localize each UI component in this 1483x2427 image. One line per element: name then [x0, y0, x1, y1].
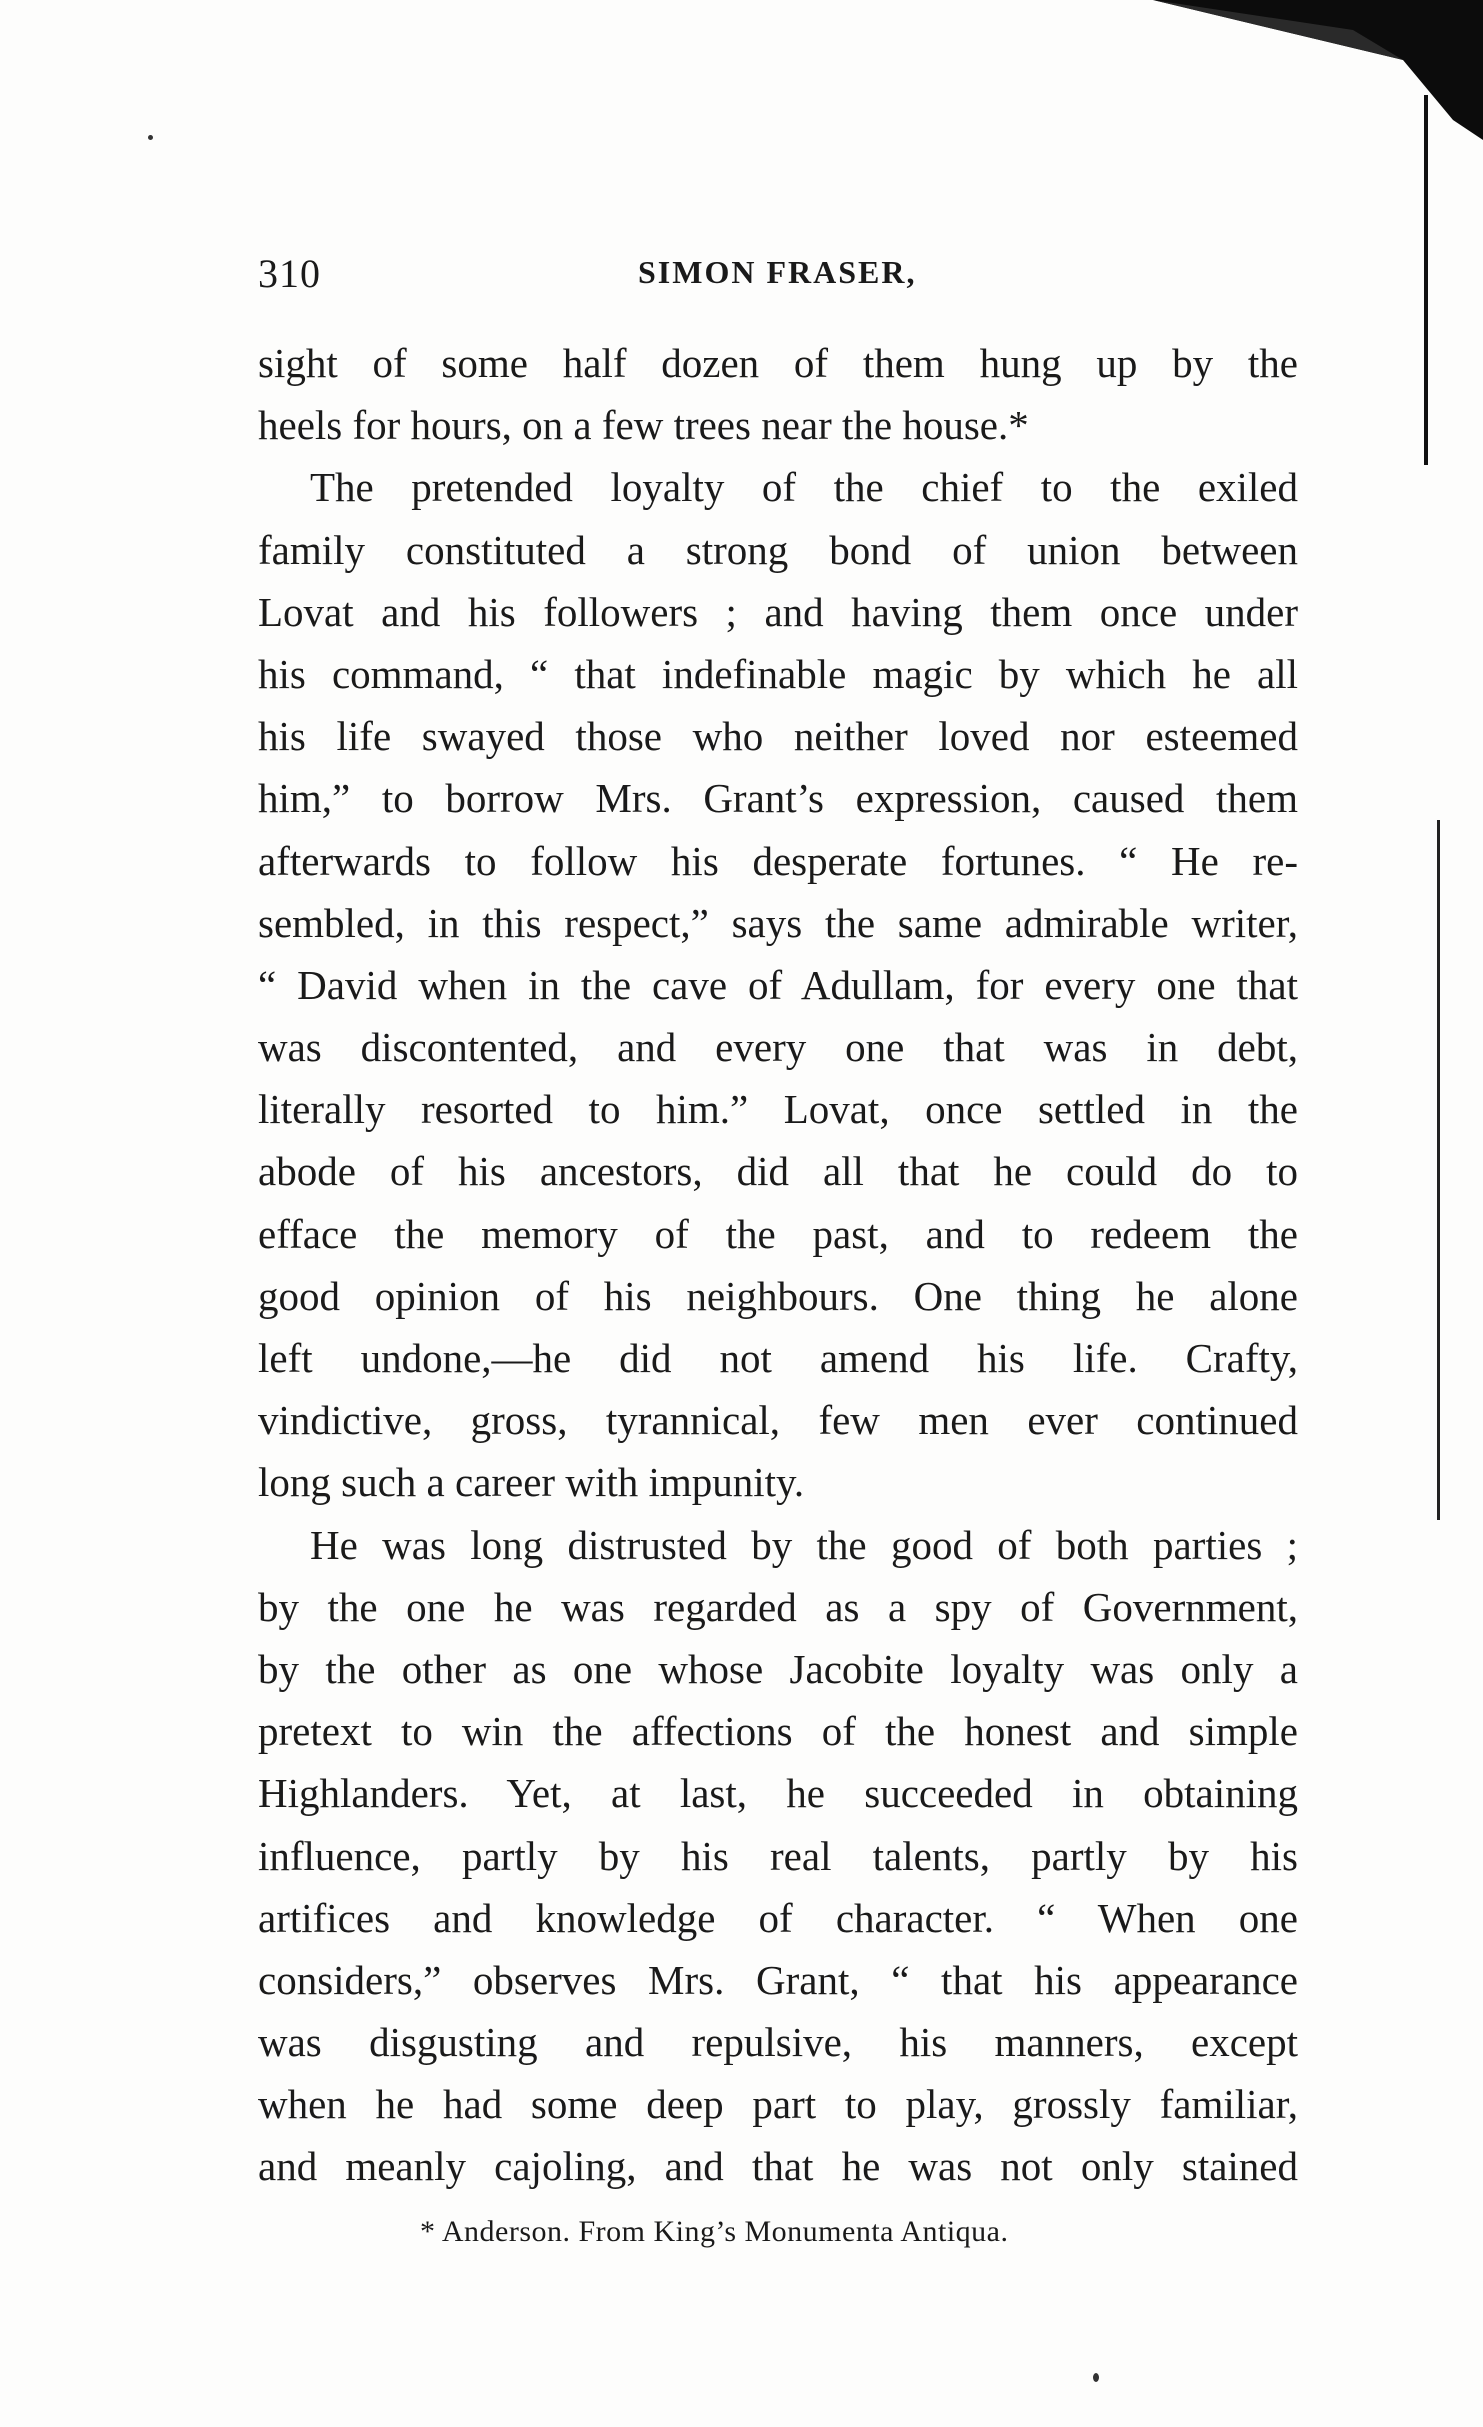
text-line: good opinion of his neighbours. One thing he alone	[258, 1272, 1298, 1319]
scan-edge-rule	[1424, 95, 1428, 465]
text-line: sembled, in this respect,” says the same admirable writer,	[258, 899, 1298, 946]
text-line: abode of his ancestors, did all that he could do to	[258, 1148, 1298, 1195]
running-head: SIMON FRASER,	[638, 254, 917, 290]
text-line: his command, “ that indefinable magic by which he all	[258, 650, 1298, 697]
text-line: influence, partly by his real talents, partly by his	[258, 1832, 1298, 1879]
scan-speck	[148, 135, 153, 140]
page-number: 310	[258, 251, 321, 296]
text-line: left undone,—he did not amend his life. Crafty,	[258, 1335, 1298, 1381]
text-line: was discontented, and every one that was in debt,	[258, 1024, 1298, 1071]
scan-edge-rule-lower	[1437, 820, 1440, 1520]
scan-speck	[1093, 2373, 1099, 2382]
text-line: Highlanders. Yet, at last, he succeeded in obtaining	[258, 1770, 1298, 1817]
scan-corner-shadow	[1153, 0, 1483, 140]
text-line: pretext to win the affections of the honest and simple	[258, 1708, 1298, 1755]
page-header	[258, 250, 1238, 300]
text-line: by the one he was regarded as a spy of Government,	[258, 1583, 1298, 1630]
text-line: him,” to borrow Mrs. Grant’s expression, caused them	[258, 775, 1298, 822]
text-line: efface the memory of the past, and to redeem the	[258, 1210, 1298, 1257]
text-line: when he had some deep part to play, grossly familiar,	[258, 2081, 1298, 2128]
text-line: and meanly cajoling, and that he was not only stained	[258, 2143, 1298, 2190]
text-line: Lovat and his followers ; and having them once under	[258, 588, 1298, 635]
text-line: by the other as one whose Jacobite loyalty was only a	[258, 1645, 1298, 1692]
paragraph-first-line: He was long distrusted by the good of both parties ;	[310, 1521, 1298, 1568]
body-text	[258, 332, 1298, 2198]
text-line: artifices and knowledge of character. “ When one	[258, 1894, 1298, 1941]
text-line: afterwards to follow his desperate fortunes. “ He re-	[258, 837, 1298, 884]
text-line: vindictive, gross, tyrannical, few men ever continued	[258, 1397, 1298, 1444]
text-line: his life swayed those who neither loved nor esteemed	[258, 713, 1298, 760]
text-line: “ David when in the cave of Adullam, for every one that	[258, 961, 1298, 1008]
text-line: family constituted a strong bond of union between	[258, 526, 1298, 573]
text-line: sight of some half dozen of them hung up by the	[258, 340, 1298, 386]
footnote: * Anderson. From King’s Monumenta Antiqua.	[420, 2215, 1009, 2248]
text-line: long such a career with impunity.	[258, 1459, 805, 1506]
paragraph-first-line: The pretended loyalty of the chief to the exiled	[310, 464, 1298, 511]
text-line: was disgusting and repulsive, his manners, except	[258, 2019, 1298, 2066]
text-line: considers,” observes Mrs. Grant, “ that his appearance	[258, 1956, 1298, 2003]
text-line: heels for hours, on a few trees near the house.*	[258, 402, 1029, 449]
text-line: literally resorted to him.” Lovat, once settled in the	[258, 1086, 1298, 1133]
